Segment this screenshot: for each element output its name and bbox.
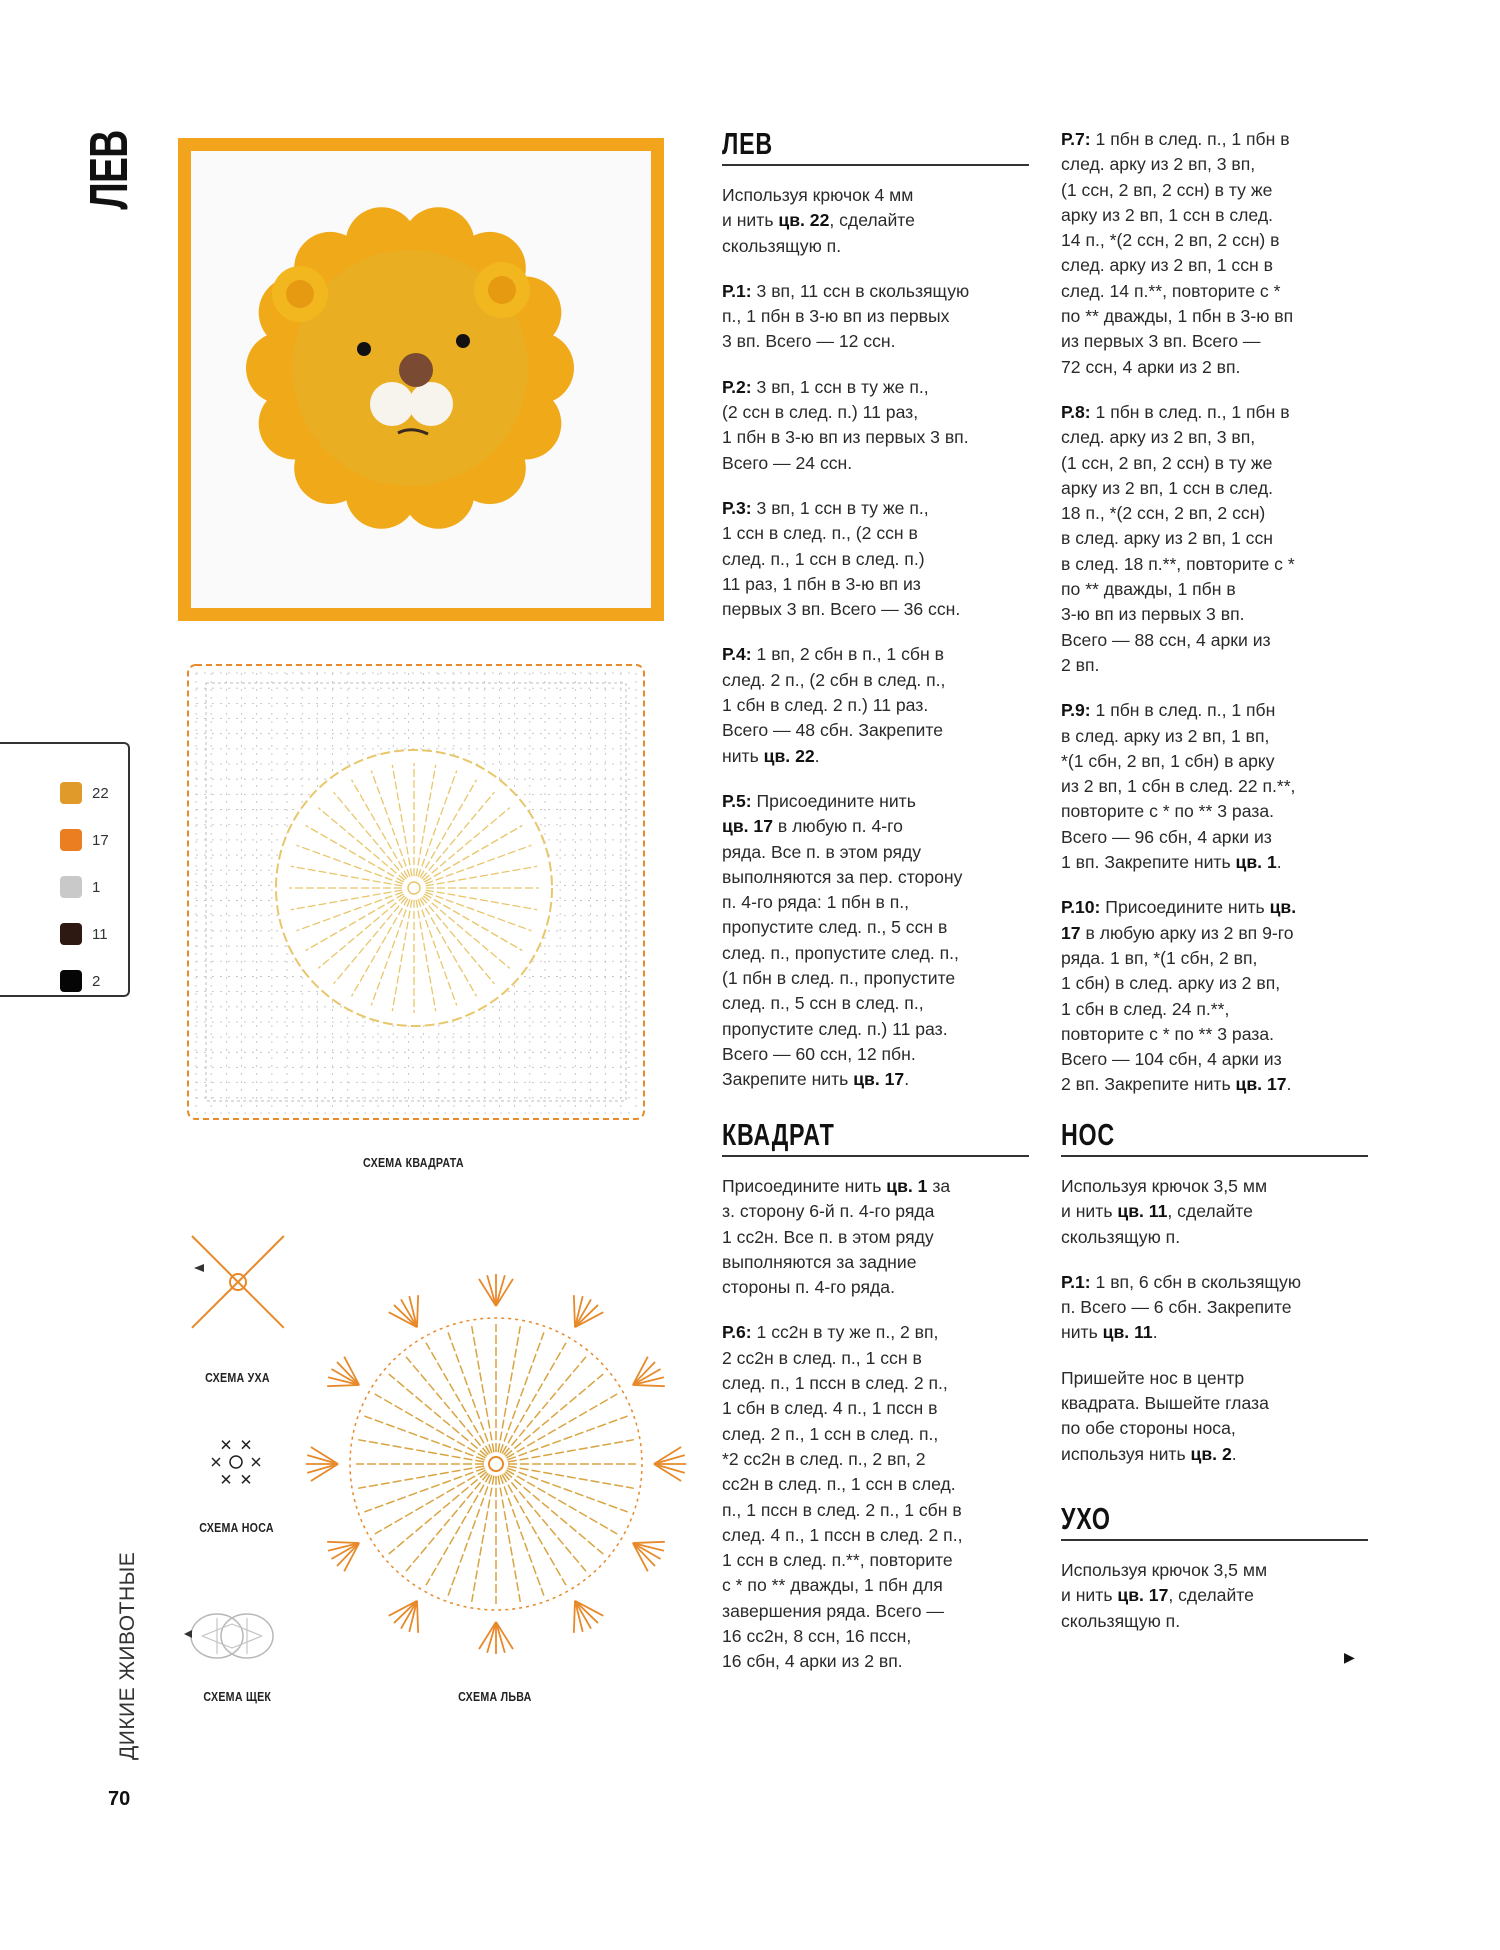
caption-ear: СХЕМА УХА bbox=[204, 1370, 270, 1385]
lion-cheek-right bbox=[409, 382, 453, 426]
start-arrow-icon bbox=[184, 1630, 192, 1638]
text-line: 1 ссн в след. п.**, повторите bbox=[722, 1550, 953, 1571]
text-line: Р.9: 1 пбн в след. п., 1 пбн bbox=[1061, 700, 1276, 721]
mane-petal-stitch bbox=[496, 1275, 505, 1306]
text-line: 18 п., *(2 ссн, 2 вп, 2 ссн) bbox=[1061, 503, 1266, 524]
mane-petal-stitch bbox=[417, 1601, 418, 1633]
text-line: нить цв. 11. bbox=[1061, 1322, 1158, 1343]
instruction-paragraph bbox=[1061, 895, 1368, 1097]
text-line: Присоедините нить цв. 1 за bbox=[722, 1176, 951, 1196]
text-line: с * по ** дважды, 1 пбн для bbox=[722, 1575, 943, 1596]
text-line: нить цв. 22. bbox=[722, 745, 820, 766]
text-line: 16 сбн, 4 арки из 2 вп. bbox=[722, 1651, 903, 1672]
text-line: Р.10: Присоедините нить цв. bbox=[1061, 897, 1297, 918]
mane-petal-stitch bbox=[311, 1464, 338, 1481]
mane-petal-stitch bbox=[417, 1295, 418, 1327]
section-title: ЛЕВ bbox=[722, 127, 1029, 166]
text-line: Всего — 60 ссн, 12 пбн. bbox=[722, 1043, 916, 1064]
instruction-paragraph bbox=[1061, 400, 1368, 678]
instruction-paragraph bbox=[1061, 698, 1368, 875]
text-line: Закрепите нить цв. 17. bbox=[722, 1069, 910, 1090]
text-line: 1 пбн в 3-ю вп из первых 3 вп. bbox=[722, 427, 969, 448]
text-line: след. арку из 2 вп, 3 вп, bbox=[1061, 154, 1256, 175]
text-line: Всего — 48 сбн. Закрепите bbox=[722, 720, 944, 741]
text-line: 3 вп. Всего — 12 ссн. bbox=[722, 331, 896, 352]
color-number: 11 bbox=[92, 925, 108, 943]
color-legend bbox=[0, 742, 130, 997]
text-line: Р.1: 3 вп, 11 ссн в скользящую bbox=[722, 280, 970, 301]
text-line: Всего — 104 сбн, 4 арки из bbox=[1061, 1049, 1282, 1070]
instruction-paragraph bbox=[1061, 1270, 1368, 1346]
mane-petal-stitch bbox=[487, 1622, 496, 1653]
face-ray bbox=[358, 1440, 484, 1462]
section-uho bbox=[1061, 1502, 1368, 1654]
ear-stitch bbox=[238, 1236, 284, 1282]
magic-ring bbox=[230, 1456, 242, 1468]
sc-stitch bbox=[242, 1475, 250, 1483]
text-line: и нить цв. 11, сделайте bbox=[1061, 1201, 1253, 1222]
lion-ear-inner bbox=[286, 280, 314, 308]
section-name: ДИКИЕ ЖИВОТНЫЕ bbox=[116, 1551, 139, 1760]
sc-stitch bbox=[222, 1475, 230, 1483]
lion-diagram bbox=[304, 1272, 690, 1662]
ear-diagram bbox=[184, 1228, 292, 1336]
text-line: 2 сс2н в след. п., 1 ссн в bbox=[722, 1347, 922, 1368]
mane-petal-stitch bbox=[574, 1601, 575, 1633]
face-ray bbox=[389, 1472, 487, 1554]
face-ray bbox=[406, 1357, 488, 1455]
mane-petal-stitch bbox=[311, 1447, 338, 1464]
section-title: УХО bbox=[1061, 1502, 1368, 1541]
face-ray bbox=[505, 1472, 603, 1554]
sc-stitch bbox=[212, 1458, 220, 1466]
text-line: п., 1 пбн в 3-ю вп из первых bbox=[722, 306, 950, 327]
ear-stitch bbox=[238, 1282, 284, 1328]
face-ray bbox=[448, 1332, 492, 1452]
text-line: след. 4 п., 1 пссн в след. 2 п., bbox=[722, 1524, 963, 1545]
text-line: (2 ссн в след. п.) 11 раз, bbox=[722, 402, 919, 423]
color-swatch bbox=[60, 876, 82, 898]
instruction-paragraph bbox=[1061, 127, 1368, 380]
face-ray bbox=[508, 1466, 634, 1488]
section-kvadrat bbox=[722, 1118, 1029, 1695]
mane-petal-stitch bbox=[307, 1464, 338, 1473]
text-line: (1 ссн, 2 вп, 2 ссн) в ту же bbox=[1061, 179, 1273, 200]
mane-petal-stitch bbox=[633, 1542, 665, 1543]
text-line: повторите с * по ** 3 раза. bbox=[1061, 801, 1275, 822]
text-line: Р.3: 3 вп, 1 ссн в ту же п., bbox=[722, 497, 929, 518]
mane-petal-stitch bbox=[327, 1542, 359, 1543]
face-ray bbox=[389, 1374, 487, 1456]
text-line: 17 в любую арку из 2 вп 9-го bbox=[1061, 922, 1294, 943]
text-line: из первых 3 вп. Всего — bbox=[1061, 331, 1261, 352]
mane-petal-stitch bbox=[307, 1455, 338, 1464]
face-ray bbox=[472, 1476, 494, 1602]
instruction-paragraph bbox=[722, 183, 1029, 259]
text-line: след. п., 1 пссн в след. 2 п., bbox=[722, 1373, 948, 1394]
text-line: и нить цв. 17, сделайте bbox=[1061, 1585, 1254, 1606]
text-line: Всего — 96 сбн, 4 арки из bbox=[1061, 826, 1272, 847]
face-ray bbox=[508, 1440, 634, 1462]
section-title: КВАДРАТ bbox=[722, 1118, 1029, 1157]
face-ray bbox=[500, 1332, 544, 1452]
lion-cheek-left bbox=[370, 382, 414, 426]
text-line: след. 2 п., (2 сбн в след. п., bbox=[722, 669, 946, 690]
legend-item bbox=[60, 923, 108, 945]
text-line: след. 2 п., 1 ссн в след. п., bbox=[722, 1423, 939, 1444]
caption-nose: СХЕМА НОСА bbox=[199, 1520, 275, 1535]
text-line: 14 п., *(2 ссн, 2 вп, 2 ссн) в bbox=[1061, 230, 1280, 251]
text-line: Используя крючок 4 мм bbox=[722, 185, 914, 205]
face-ray bbox=[507, 1468, 627, 1512]
text-line: 1 сс2н. Все п. в этом ряду bbox=[722, 1226, 934, 1247]
lion-eye-right bbox=[456, 334, 470, 348]
text-line: Р.7: 1 пбн в след. п., 1 пбн в bbox=[1061, 129, 1290, 149]
text-line: в след. арку из 2 вп, 1 ссн bbox=[1061, 528, 1273, 549]
text-line: 1 сбн в след. 2 п.) 11 раз. bbox=[722, 695, 929, 716]
color-swatch bbox=[60, 923, 82, 945]
mane-petal-stitch bbox=[654, 1464, 685, 1473]
ear-stitch bbox=[192, 1236, 238, 1282]
mane-petal-stitch bbox=[496, 1622, 505, 1653]
text-line: арку из 2 вп, 1 ссн в след. bbox=[1061, 477, 1273, 498]
text-line: скользящую п. bbox=[1061, 1610, 1181, 1631]
magic-ring bbox=[489, 1457, 503, 1471]
mane-petal-stitch bbox=[633, 1385, 665, 1386]
mane-petal-stitch bbox=[654, 1447, 681, 1464]
text-line: и нить цв. 22, сделайте bbox=[722, 210, 915, 231]
text-line: 3-ю вп из первых 3 вп. bbox=[1061, 604, 1245, 625]
mane-petal-stitch bbox=[479, 1622, 496, 1649]
text-line: Пришейте нос в центр bbox=[1061, 1367, 1245, 1388]
face-ray bbox=[364, 1468, 484, 1512]
text-line: выполняются за пер. сторону bbox=[722, 866, 963, 887]
text-line: след. п., 1 ссн в след. п.) bbox=[722, 548, 925, 569]
text-line: по ** дважды, 1 пбн в bbox=[1061, 579, 1236, 600]
text-line: арку из 2 вп, 1 ссн в след. bbox=[1061, 204, 1273, 225]
face-ray bbox=[472, 1326, 494, 1452]
text-line: пропустите след. п.) 11 раз. bbox=[722, 1018, 948, 1039]
nose-diagram bbox=[206, 1432, 266, 1492]
text-line: Р.1: 1 вп, 6 сбн в скользящую bbox=[1061, 1271, 1302, 1292]
face-ray bbox=[498, 1326, 520, 1452]
text-line: след. арку из 2 вп, 3 вп, bbox=[1061, 427, 1256, 448]
lion-eye-left bbox=[357, 342, 371, 356]
text-line: 72 ссн, 4 арки из 2 вп. bbox=[1061, 356, 1241, 377]
cheek-stitches bbox=[202, 1618, 262, 1654]
text-line: ряда. Все п. в этом ряду bbox=[722, 841, 922, 862]
section-rows-7-10 bbox=[1061, 127, 1368, 1118]
text-line: *2 сс2н в след. п., 2 вп, 2 bbox=[722, 1448, 926, 1469]
section-nos bbox=[1061, 1118, 1368, 1487]
start-arrow-icon bbox=[194, 1264, 204, 1272]
mane-petal-stitch bbox=[654, 1455, 685, 1464]
color-swatch bbox=[60, 782, 82, 804]
text-line: след. 14 п.**, повторите с * bbox=[1061, 280, 1281, 301]
legend-item bbox=[60, 970, 100, 992]
instruction-paragraph bbox=[722, 642, 1029, 768]
instruction-paragraph bbox=[1061, 1366, 1368, 1467]
legend-item bbox=[60, 876, 100, 898]
text-line: первых 3 вп. Всего — 36 ссн. bbox=[722, 599, 961, 620]
instruction-paragraph bbox=[1061, 1174, 1368, 1250]
text-line: по ** дважды, 1 пбн в 3-ю вп bbox=[1061, 306, 1294, 327]
mane-petal-stitch bbox=[574, 1295, 575, 1327]
mane-petal-stitch bbox=[496, 1622, 513, 1649]
vertical-title: ЛЕВ bbox=[79, 130, 139, 210]
face-ray bbox=[504, 1473, 586, 1571]
text-line: след. п., 5 ссн в след. п., bbox=[722, 993, 924, 1014]
legend-item bbox=[60, 782, 109, 804]
text-line: Р.6: 1 сс2н в ту же п., 2 вп, bbox=[722, 1322, 939, 1343]
text-line: квадрата. Вышейте глаза bbox=[1061, 1393, 1269, 1414]
face-ray bbox=[500, 1475, 544, 1595]
instruction-paragraph bbox=[1061, 1558, 1368, 1634]
text-line: (1 пбн в след. п., пропустите bbox=[722, 968, 956, 989]
text-line: скользящую п. bbox=[722, 235, 842, 256]
text-line: 1 ссн в след. п., (2 ссн в bbox=[722, 523, 918, 544]
face-ray bbox=[448, 1475, 492, 1595]
text-line: используя нить цв. 2. bbox=[1061, 1443, 1237, 1464]
text-line: след. арку из 2 вп, 1 ссн в bbox=[1061, 255, 1273, 276]
text-line: 2 вп. Закрепите нить цв. 17. bbox=[1061, 1074, 1292, 1095]
caption-square: СХЕМА КВАДРАТА bbox=[362, 1155, 464, 1170]
instruction-paragraph bbox=[722, 375, 1029, 476]
text-line: з. сторону 6-й п. 4-го ряда bbox=[722, 1201, 935, 1222]
text-line: 1 сбн в след. 24 п.**, bbox=[1061, 998, 1230, 1019]
text-line: 16 сс2н, 8 ссн, 16 пссн, bbox=[722, 1626, 912, 1647]
text-line: Р.2: 3 вп, 1 ссн в ту же п., bbox=[722, 376, 929, 397]
sc-stitch bbox=[242, 1441, 250, 1449]
caption-lion: СХЕМА ЛЬВА bbox=[458, 1689, 532, 1704]
text-line: п., 1 пссн в след. 2 п., 1 сбн в bbox=[722, 1499, 962, 1520]
text-line: Р.5: Присоедините нить bbox=[722, 790, 916, 811]
color-number: 2 bbox=[92, 972, 101, 990]
text-line: 1 сбн) в след. арку из 2 вп, bbox=[1061, 973, 1281, 994]
face-ray bbox=[498, 1476, 520, 1602]
lion-square-photo bbox=[178, 138, 664, 621]
text-line: п. 4-го ряда: 1 пбн в п., bbox=[722, 892, 910, 913]
instruction-paragraph bbox=[722, 789, 1029, 1093]
face-ray bbox=[505, 1374, 603, 1456]
text-line: Всего — 24 ссн. bbox=[722, 452, 853, 473]
color-swatch bbox=[60, 829, 82, 851]
face-ray bbox=[406, 1473, 488, 1571]
text-line: из 2 вп, 1 сбн в след. 22 п.**, bbox=[1061, 776, 1296, 797]
continue-arrow-icon: ▶ bbox=[1344, 1650, 1355, 1666]
section-lev bbox=[722, 127, 1029, 1113]
square-diagram bbox=[184, 661, 648, 1123]
text-line: 1 сбн в след. 4 п., 1 пссн в bbox=[722, 1398, 938, 1419]
cheeks-diagram bbox=[182, 1604, 282, 1668]
text-line: 2 вп. bbox=[1061, 654, 1100, 675]
text-line: 1 вп. Закрепите нить цв. 1. bbox=[1061, 852, 1282, 873]
text-line: (1 ссн, 2 вп, 2 ссн) в ту же bbox=[1061, 452, 1273, 473]
text-line: по обе стороны носа, bbox=[1061, 1418, 1236, 1439]
mane-petal-stitch bbox=[479, 1279, 496, 1306]
face-ray bbox=[504, 1357, 586, 1455]
mane-petal-stitch bbox=[327, 1385, 359, 1386]
mane-petal-stitch bbox=[487, 1275, 496, 1306]
color-number: 22 bbox=[92, 784, 109, 802]
text-line: в след. арку из 2 вп, 1 вп, bbox=[1061, 725, 1270, 746]
face-ray bbox=[358, 1466, 484, 1488]
text-line: след. п., пропустите след. п., bbox=[722, 942, 959, 963]
lion-ear-inner bbox=[488, 276, 516, 304]
text-line: повторите с * по ** 3 раза. bbox=[1061, 1023, 1275, 1044]
instruction-paragraph bbox=[722, 1320, 1029, 1674]
instruction-paragraph bbox=[722, 1174, 1029, 1300]
color-number: 1 bbox=[92, 878, 101, 896]
text-line: стороны п. 4-го ряда. bbox=[722, 1277, 895, 1298]
text-line: выполняются за задние bbox=[722, 1251, 917, 1272]
lion-nose bbox=[399, 353, 433, 387]
text-line: завершения ряда. Всего — bbox=[722, 1600, 944, 1621]
mane-petal-stitch bbox=[654, 1464, 681, 1481]
mane-petal-stitch bbox=[496, 1279, 513, 1306]
text-line: Используя крючок 3,5 мм bbox=[1061, 1176, 1268, 1196]
text-line: Р.4: 1 вп, 2 сбн в п., 1 сбн в bbox=[722, 644, 944, 665]
text-line: скользящую п. bbox=[1061, 1226, 1181, 1247]
text-line: ряда. 1 вп, *(1 сбн, 2 вп, bbox=[1061, 947, 1258, 968]
text-line: *(1 сбн, 2 вп, 1 сбн) в арку bbox=[1061, 750, 1275, 771]
caption-cheeks: СХЕМА ЩЕК bbox=[203, 1689, 271, 1704]
face-ray bbox=[364, 1416, 484, 1460]
text-line: пропустите след. п., 5 ссн в bbox=[722, 917, 948, 938]
instruction-paragraph bbox=[722, 279, 1029, 355]
face-ray bbox=[507, 1416, 627, 1460]
sc-stitch bbox=[252, 1458, 260, 1466]
sc-stitch bbox=[222, 1441, 230, 1449]
text-line: в след. 18 п.**, повторите с * bbox=[1061, 553, 1295, 574]
color-number: 17 bbox=[92, 831, 109, 849]
text-line: цв. 17 в любую п. 4-го bbox=[722, 816, 903, 837]
page-number: 70 bbox=[108, 1788, 131, 1810]
text-line: 11 раз, 1 пбн в 3-ю вп из bbox=[722, 573, 921, 594]
ear-stitch bbox=[192, 1282, 238, 1328]
instruction-paragraph bbox=[722, 496, 1029, 622]
text-line: Всего — 88 ссн, 4 арки из bbox=[1061, 629, 1271, 650]
section-title: НОС bbox=[1061, 1118, 1368, 1157]
text-line: Используя крючок 3,5 мм bbox=[1061, 1560, 1268, 1580]
text-line: сс2н в след. п., 1 ссн в след. bbox=[722, 1474, 956, 1495]
text-line: Р.8: 1 пбн в след. п., 1 пбн в bbox=[1061, 401, 1290, 422]
text-line: п. Всего — 6 сбн. Закрепите bbox=[1061, 1297, 1292, 1318]
color-swatch bbox=[60, 970, 82, 992]
legend-item bbox=[60, 829, 109, 851]
